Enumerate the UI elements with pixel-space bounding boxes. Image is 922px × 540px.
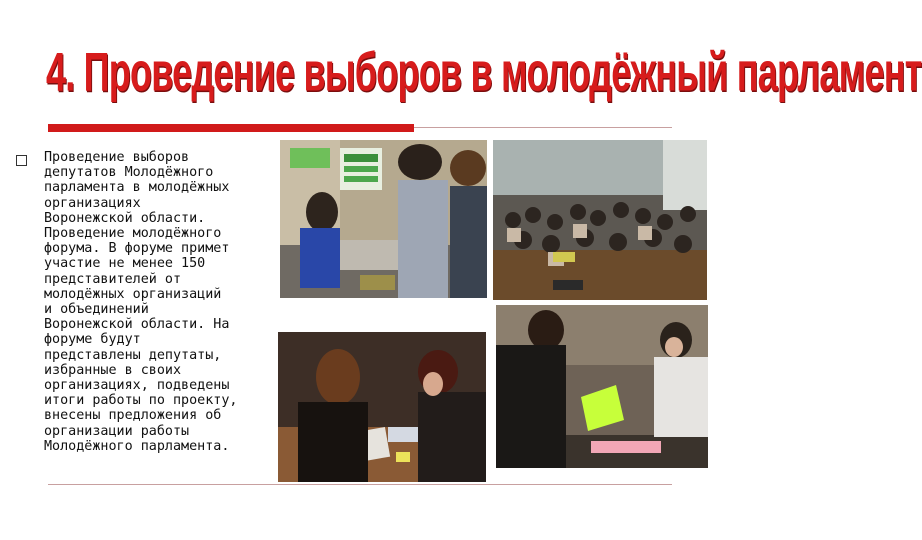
body-line: представлены депутаты,: [44, 347, 222, 363]
body-line: итоги работы по проекту,: [44, 393, 238, 409]
body-line: Воронежской области.: [44, 210, 206, 226]
footer-rule: [48, 484, 672, 485]
body-line: представителей от: [44, 271, 182, 287]
auditorium-photo: [493, 140, 707, 300]
slide-title: 4. Проведение выборов в молодёжный парламент: [46, 41, 922, 103]
body-line: организации работы: [44, 423, 190, 439]
body-line: парламента в молодёжных: [44, 180, 230, 196]
body-line: Воронежской области. На: [44, 317, 230, 333]
body-line: форуме будут: [44, 332, 141, 348]
body-line: и объединений: [44, 302, 149, 318]
body-line: участие не менее 150: [44, 256, 206, 272]
body-line: Проведение выборов: [44, 150, 190, 165]
title-accent-rule: [48, 124, 414, 132]
bullet-square-icon: [16, 155, 27, 166]
body-line: внесены предложения об: [44, 408, 222, 424]
body-line: форума. В форуме примет: [44, 241, 230, 257]
body-line: организациях: [44, 195, 141, 211]
voting-table-photo: [496, 305, 708, 468]
body-line: Проведение молодёжного: [44, 226, 222, 242]
body-line: избранные в своих: [44, 362, 182, 378]
body-line: Молодёжного парламента.: [44, 438, 230, 454]
body-line: молодёжных организаций: [44, 286, 222, 302]
students-writing-photo: [278, 332, 486, 482]
body-line: депутатов Молодёжного: [44, 165, 214, 181]
body-line: организациях, подведены: [44, 378, 230, 394]
body-text: [44, 150, 276, 454]
title-thin-rule: [414, 127, 672, 128]
registration-desk-photo: [280, 140, 487, 298]
